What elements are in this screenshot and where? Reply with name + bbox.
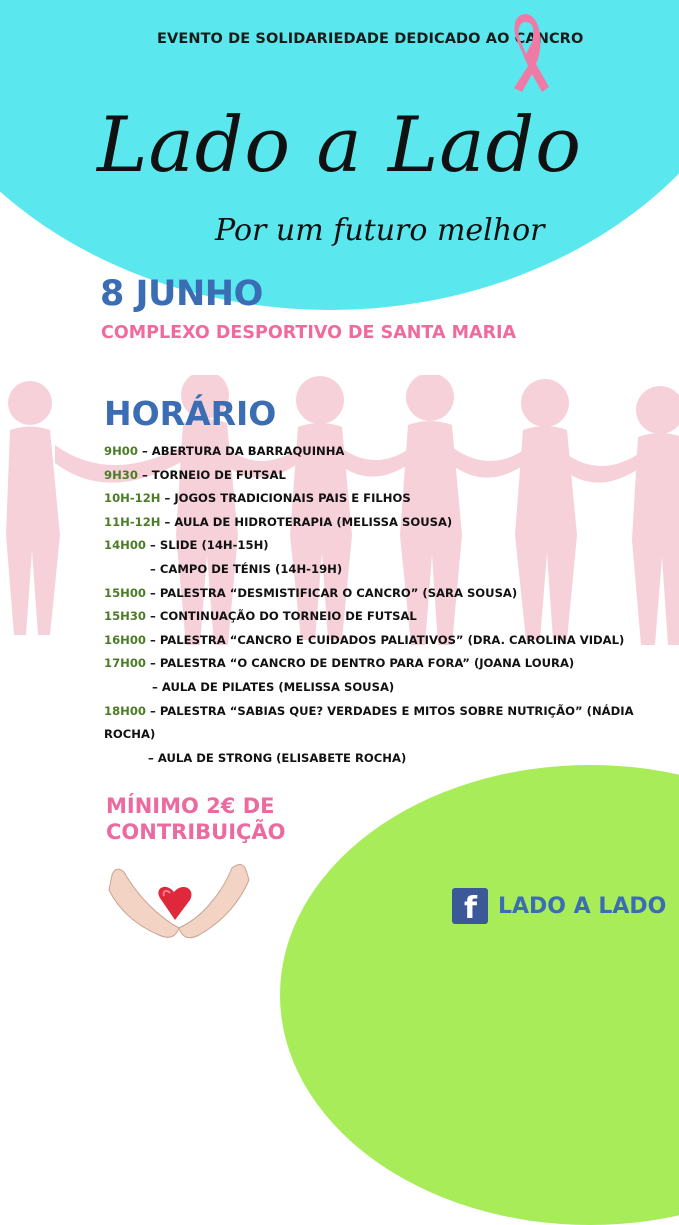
schedule-list (104, 440, 664, 770)
schedule-item (104, 747, 664, 771)
schedule-time: 14H00 (104, 538, 146, 553)
schedule-item (104, 652, 664, 676)
schedule-time: 17H00 (104, 656, 146, 671)
schedule-activity: – AULA DE PILATES (MELISSA SOUSA) (152, 679, 395, 694)
schedule-time: 18H00 (104, 703, 146, 718)
schedule-item (104, 464, 664, 488)
schedule-activity: – PALESTRA “SABIAS QUE? VERDADES E MITOS SOBRE NUTRIÇÃO” (NÁDIA ROCHA) (104, 703, 634, 742)
hands-heart-illustration (104, 850, 254, 950)
schedule-item (104, 676, 664, 700)
schedule-activity: – CONTINUAÇÃO DO TORNEIO DE FUTSAL (145, 609, 417, 624)
facebook-label[interactable]: LADO A LADO (498, 893, 667, 919)
schedule-activity: – SLIDE (14H-15H) (145, 538, 269, 553)
schedule-item (104, 629, 664, 653)
green-background-blob (280, 765, 679, 1225)
schedule-item (104, 582, 664, 606)
schedule-time: 10H-12H (104, 491, 161, 506)
schedule-activity: – AULA DE HIDROTERAPIA (MELISSA SOUSA) (160, 514, 453, 529)
schedule-time: 15H30 (104, 609, 146, 624)
schedule-time: 9H30 (104, 467, 138, 482)
schedule-item (104, 487, 664, 511)
facebook-glyph: f (464, 891, 478, 926)
event-title: Lado a Lado (97, 100, 582, 189)
schedule-item (104, 558, 664, 582)
event-header-text: EVENTO DE SOLIDARIEDADE DEDICADO AO CANCRO (157, 31, 584, 47)
contribution-text (106, 793, 286, 845)
schedule-activity: – AULA DE STRONG (ELISABETE ROCHA) (148, 750, 407, 765)
schedule-activity: – CAMPO DE TÉNIS (14H-19H) (150, 561, 343, 576)
event-venue: COMPLEXO DESPORTIVO DE SANTA MARIA (101, 323, 517, 343)
schedule-item (104, 511, 664, 535)
contribution-line-1: MÍNIMO 2€ DE (106, 794, 275, 818)
schedule-activity: – PALESTRA “CANCRO E CUIDADOS PALIATIVOS” (DRA. CAROLINA VIDAL) (145, 632, 625, 647)
schedule-item (104, 700, 664, 747)
schedule-activity: – PALESTRA “DESMISTIFICAR O CANCRO” (SARA SOUSA) (145, 585, 518, 600)
pink-ribbon-icon (502, 8, 550, 92)
schedule-item (104, 534, 664, 558)
schedule-heading: HORÁRIO (104, 394, 277, 433)
schedule-activity: – PALESTRA “O CANCRO DE DENTRO PARA FORA” (JOANA LOURA) (145, 656, 575, 671)
facebook-link[interactable] (452, 888, 666, 924)
schedule-time: 9H00 (104, 444, 138, 458)
schedule-item (104, 440, 664, 464)
event-date: 8 JUNHO (100, 274, 263, 314)
event-subtitle: Por um futuro melhor (215, 213, 545, 248)
facebook-icon[interactable] (452, 888, 488, 924)
schedule-activity: – ABERTURA DA BARRAQUINHA (137, 444, 345, 458)
schedule-item (104, 605, 664, 629)
schedule-time: 16H00 (104, 632, 146, 647)
contribution-line-2: CONTRIBUIÇÃO (106, 820, 286, 844)
schedule-time: 15H00 (104, 585, 146, 600)
schedule-time: 11H-12H (104, 514, 161, 529)
schedule-activity: – JOGOS TRADICIONAIS PAIS E FILHOS (160, 491, 411, 506)
schedule-activity: – TORNEIO DE FUTSAL (137, 467, 286, 482)
